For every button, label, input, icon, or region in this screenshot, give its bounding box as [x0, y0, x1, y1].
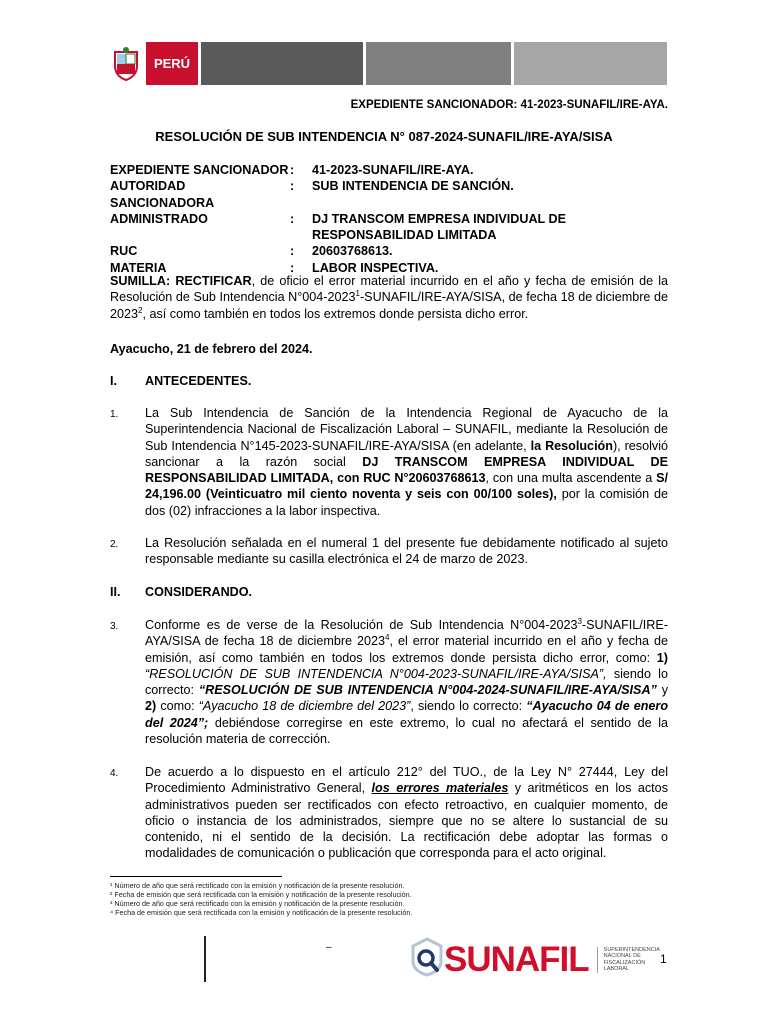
peru-label: PERÚ — [145, 42, 198, 85]
footnote-ref: 1 — [355, 289, 360, 299]
paragraph-text: debiéndose corregirse en este extremo, lo cual no afectará el sentido de la resolución materia de corrección. — [145, 715, 669, 747]
footnote-divider — [110, 876, 282, 877]
metadata-value: 41-2023-SUNAFIL/IRE-AYA. — [312, 163, 474, 177]
metadata-colon: : — [290, 244, 295, 259]
metadata-value: LABOR INSPECTIVA. — [312, 260, 439, 275]
metadata-row — [110, 162, 670, 178]
metadata-colon: : — [290, 179, 295, 194]
metadata-row — [110, 178, 670, 211]
footnote: ³ Número de año que será rectificado con la emisión y notificación de la presente resolución. — [110, 899, 405, 908]
paragraph-2: La Resolución señalada en el numeral 1 del presente fue debidamente notificado al sujeto responsable mediante su casilla electrónica el 24 de marzo de 2023. — [145, 536, 668, 567]
paragraph-text: , con una multa ascendente a — [485, 471, 657, 486]
footnote-ref: 3 — [577, 616, 582, 626]
paragraph-text: ), resolvió sancionar a la razón social — [145, 438, 669, 469]
section-title-antecedentes: ANTECEDENTES. — [145, 374, 252, 388]
logo-wordmark: SUNAFIL — [444, 939, 589, 979]
metadata-key: RUC — [110, 244, 138, 259]
header-bar-dark — [201, 42, 363, 85]
paragraph-bold: S/ 24,196.00 (Veinticuatro mil ciento noventa y seis con 00/100 soles), — [145, 471, 668, 502]
sumilla-text: , de oficio el error material incurrido en el año y fecha de emisión de la Resolución de Sub Intendencia N°004-2023 — [110, 274, 669, 305]
page-number: 1 — [660, 952, 667, 966]
paragraph-text: La Sub Intendencia de Sanción de la Intendencia Regional de Ayacucho de la Superintendencia Nacional de Fiscalización Laboral – SUNAFIL, mediante la Resolución de Sub Intendencia N°145-2023-SUNAFIL/IRE-AYA/SISA (en adelante, — [145, 406, 668, 453]
metadata-value: 20603768613. — [312, 244, 393, 259]
resolution-title: RESOLUCIÓN DE SUB INTENDENCIA N° 087-2024-SUNAFIL/IRE-AYA/SISA — [155, 129, 613, 144]
metadata-key: ADMINISTRADO — [110, 211, 208, 226]
metadata-colon: : — [290, 163, 295, 177]
paragraph-text: y — [656, 683, 668, 698]
paragraph-bold: DJ TRANSCOM EMPRESA INDIVIDUAL DE RESPONSABILIDAD LIMITADA, con RUC N°20603768613 — [145, 454, 669, 486]
paragraph-bold-italic: “Ayacucho 04 de enero del 2024”; — [145, 699, 669, 730]
header-bar-medium — [366, 42, 511, 85]
paragraph-text: , siendo lo correcto: — [410, 699, 527, 714]
section-number: I. — [110, 374, 117, 388]
paragraph-text: y aritméticos en los actos administrativos pueden ser rectificados con efecto retroactivo, en cualquier momento, de oficio o instancia de los administrados, siempre que no se altere lo sustancial de su contenido, ni el sentido de la decisión. La rectificación debe adoptar las formas o modalidades de comunicación o publicación que corresponda para el acto original. — [145, 781, 668, 861]
sumilla-text: , así como también en todos los extremos donde persista dicho error. — [142, 306, 529, 321]
metadata-row — [110, 243, 670, 259]
metadata-row — [110, 211, 670, 244]
sumilla-text: -SUNAFIL/IRE-AYA/SISA, de fecha 18 de diciembre de 2023 — [110, 290, 668, 321]
logo-subtitle: SUPERINTENDENCIA NACIONAL DE FISCALIZACIÓN LABORAL — [597, 947, 664, 973]
case-metadata — [110, 162, 670, 276]
metadata-key: AUTORIDAD SANCIONADORA — [110, 179, 215, 210]
sunafil-logo — [410, 937, 664, 982]
place-date: Ayacucho, 21 de febrero del 2024. — [110, 342, 313, 356]
paragraph-number: 3. — [110, 621, 119, 632]
paragraph-text: De acuerdo a lo dispuesto en el artículo 212° del TUO., de la Ley N° 27444, Ley del Procedimiento Administrativo General, — [145, 765, 668, 796]
paragraph-bold: 2) — [145, 699, 157, 714]
footer-dash: – — [326, 942, 332, 953]
paragraph-text: por la comisión de dos (02) infracciones a la labor inspectiva. — [145, 487, 668, 518]
metadata-value: DJ TRANSCOM EMPRESA INDIVIDUAL DE RESPONSABILIDAD LIMITADA — [312, 211, 566, 243]
footnote-ref: 2 — [138, 305, 143, 315]
footer-vertical-line — [204, 936, 206, 982]
footnote-ref: 4 — [385, 633, 390, 643]
paragraph-bold-italic: “RESOLUCIÓN DE SUB INTENDENCIA N°004-2024-SUNAFIL/IRE-AYA/SISA” — [198, 683, 657, 698]
paragraph-4 — [145, 764, 668, 862]
paragraph-number: 1. — [110, 409, 119, 420]
paragraph-number: 2. — [110, 539, 119, 550]
national-crest-icon — [107, 42, 145, 85]
sumilla-label: SUMILLA: — [110, 274, 171, 288]
footnote: ² Fecha de emisión que será rectificada con la emisión y notificación de la presente resolución. — [110, 890, 412, 899]
metadata-colon: : — [290, 260, 295, 275]
metadata-key: EXPEDIENTE SANCIONADOR — [110, 163, 289, 177]
paragraph-bold: 1) — [656, 650, 668, 665]
metadata-colon: : — [290, 211, 295, 226]
paragraph-text: como: — [156, 699, 199, 714]
paragraph-3 — [145, 617, 668, 747]
expediente-header: EXPEDIENTE SANCIONADOR: 41-2023-SUNAFIL/IRE-AYA. — [350, 99, 668, 111]
government-header-band — [107, 42, 667, 85]
footnote: ¹ Número de año que será rectificado con la emisión y notificación de la presente resolución. — [110, 881, 405, 890]
header-bar-light — [514, 42, 667, 85]
paragraph-text: siendo lo correcto: — [145, 666, 668, 698]
footnote: ⁴ Fecha de emisión que será rectificada con la emisión y notificación de la presente resolución. — [110, 908, 413, 917]
paragraph-italic: “RESOLUCIÓN DE SUB INTENDENCIA N°004-2023-SUNAFIL/IRE-AYA/SISA”, — [145, 666, 607, 681]
paragraph-1 — [145, 405, 668, 519]
paragraph-bold-italic-underline: los errores materiales — [371, 781, 509, 796]
paragraph-text: Conforme es de verse de la Resolución de Sub Intendencia N°004-2023 — [145, 618, 578, 632]
paragraph-bold: la Resolución — [530, 438, 613, 453]
magnifier-logo-icon — [410, 937, 444, 982]
paragraph-number: 4. — [110, 768, 119, 779]
metadata-value: SUB INTENDENCIA DE SANCIÓN. — [312, 179, 514, 194]
paragraph-text: -SUNAFIL/IRE-AYA/SISA de fecha 18 de diciembre 2023 — [145, 618, 668, 649]
metadata-key: MATERIA — [110, 260, 167, 275]
sumilla-paragraph — [110, 273, 668, 322]
paragraph-italic: “Ayacucho 18 de diciembre del 2023” — [198, 699, 411, 714]
paragraph-text: , el error material incurrido en el año y fecha de emisión, así como también en todos los extremos donde persista dicho error, como: — [145, 634, 668, 665]
sumilla-action: RECTIFICAR — [175, 274, 252, 288]
section-title-considerando: CONSIDERANDO. — [145, 585, 253, 599]
section-number: II. — [110, 585, 121, 599]
